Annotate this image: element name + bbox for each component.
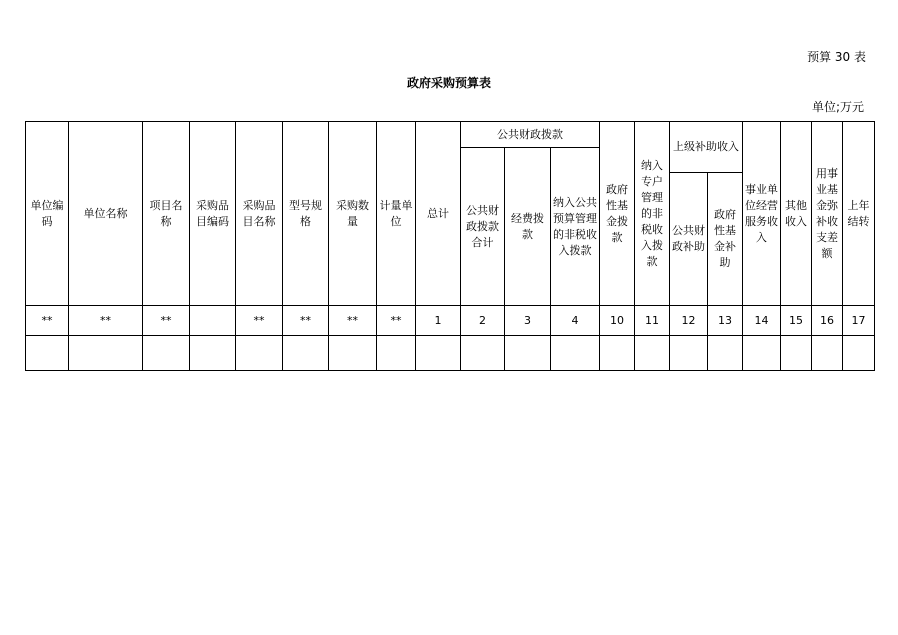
data-cell[interactable] [635,336,670,371]
code-cell: ** [236,306,283,336]
col-measure-unit: 计量单位 [377,122,416,306]
code-cell: 12 [670,306,708,336]
code-cell: ** [69,306,143,336]
code-cell: 4 [551,306,600,336]
budget-table [25,121,875,371]
data-cell[interactable] [143,336,190,371]
data-cell[interactable] [26,336,69,371]
data-cell[interactable] [812,336,843,371]
col-gov-fund-subsidy: 政府性基金补助 [708,173,743,306]
col-public-fiscal-total: 公共财政拨款合计 [461,148,505,306]
data-cell[interactable] [670,336,708,371]
data-cell[interactable] [416,336,461,371]
col-item-code: 采购品目编码 [190,122,236,306]
code-cell: 1 [416,306,461,336]
code-cell: 16 [812,306,843,336]
code-cell: ** [143,306,190,336]
data-cell[interactable] [283,336,329,371]
data-cell[interactable] [551,336,600,371]
col-spec: 型号规格 [283,122,329,306]
code-cell: 11 [635,306,670,336]
col-project-name: 项目名称 [143,122,190,306]
code-cell: 14 [743,306,781,336]
data-cell[interactable] [190,336,236,371]
code-cell: ** [26,306,69,336]
code-row [26,306,875,336]
col-special-nontax: 纳入专户管理的非税收入拨款 [635,122,670,306]
data-row-empty [26,336,875,371]
col-other-income: 其他收入 [781,122,812,306]
col-unit-name: 单位名称 [69,122,143,306]
col-nontax-budget: 纳入公共预算管理的非税收入拨款 [551,148,600,306]
data-cell[interactable] [69,336,143,371]
col-public-fiscal-subsidy: 公共财政补助 [670,173,708,306]
form-number: 预算 30 表 [807,50,866,64]
col-item-name: 采购品目名称 [236,122,283,306]
col-operating-fund: 经费拨款 [505,148,551,306]
data-cell[interactable] [461,336,505,371]
code-cell: 17 [843,306,875,336]
data-cell[interactable] [708,336,743,371]
data-cell[interactable] [743,336,781,371]
data-cell[interactable] [843,336,875,371]
unit-label: 单位;万元 [811,100,864,114]
group-superior-subsidy: 上级补助收入 [670,122,743,173]
col-operating-income: 事业单位经营服务收入 [743,122,781,306]
col-gov-fund-alloc: 政府性基金拨款 [600,122,635,306]
group-public-fiscal: 公共财政拨款 [461,122,600,148]
page-title: 政府采购预算表 [406,76,491,90]
code-cell: ** [377,306,416,336]
col-carryover: 上年结转 [843,122,875,306]
col-unit-code: 单位编码 [26,122,69,306]
code-cell [190,306,236,336]
code-cell: ** [283,306,329,336]
data-cell[interactable] [781,336,812,371]
code-cell: ** [329,306,377,336]
data-cell[interactable] [505,336,551,371]
code-cell: 15 [781,306,812,336]
data-cell[interactable] [377,336,416,371]
header-row-1 [26,122,875,148]
data-cell[interactable] [236,336,283,371]
code-cell: 3 [505,306,551,336]
data-cell[interactable] [329,336,377,371]
code-cell: 13 [708,306,743,336]
col-fund-makeup: 用事业基金弥补收支差额 [812,122,843,306]
data-cell[interactable] [600,336,635,371]
col-quantity: 采购数量 [329,122,377,306]
col-total: 总计 [416,122,461,306]
code-cell: 2 [461,306,505,336]
code-cell: 10 [600,306,635,336]
